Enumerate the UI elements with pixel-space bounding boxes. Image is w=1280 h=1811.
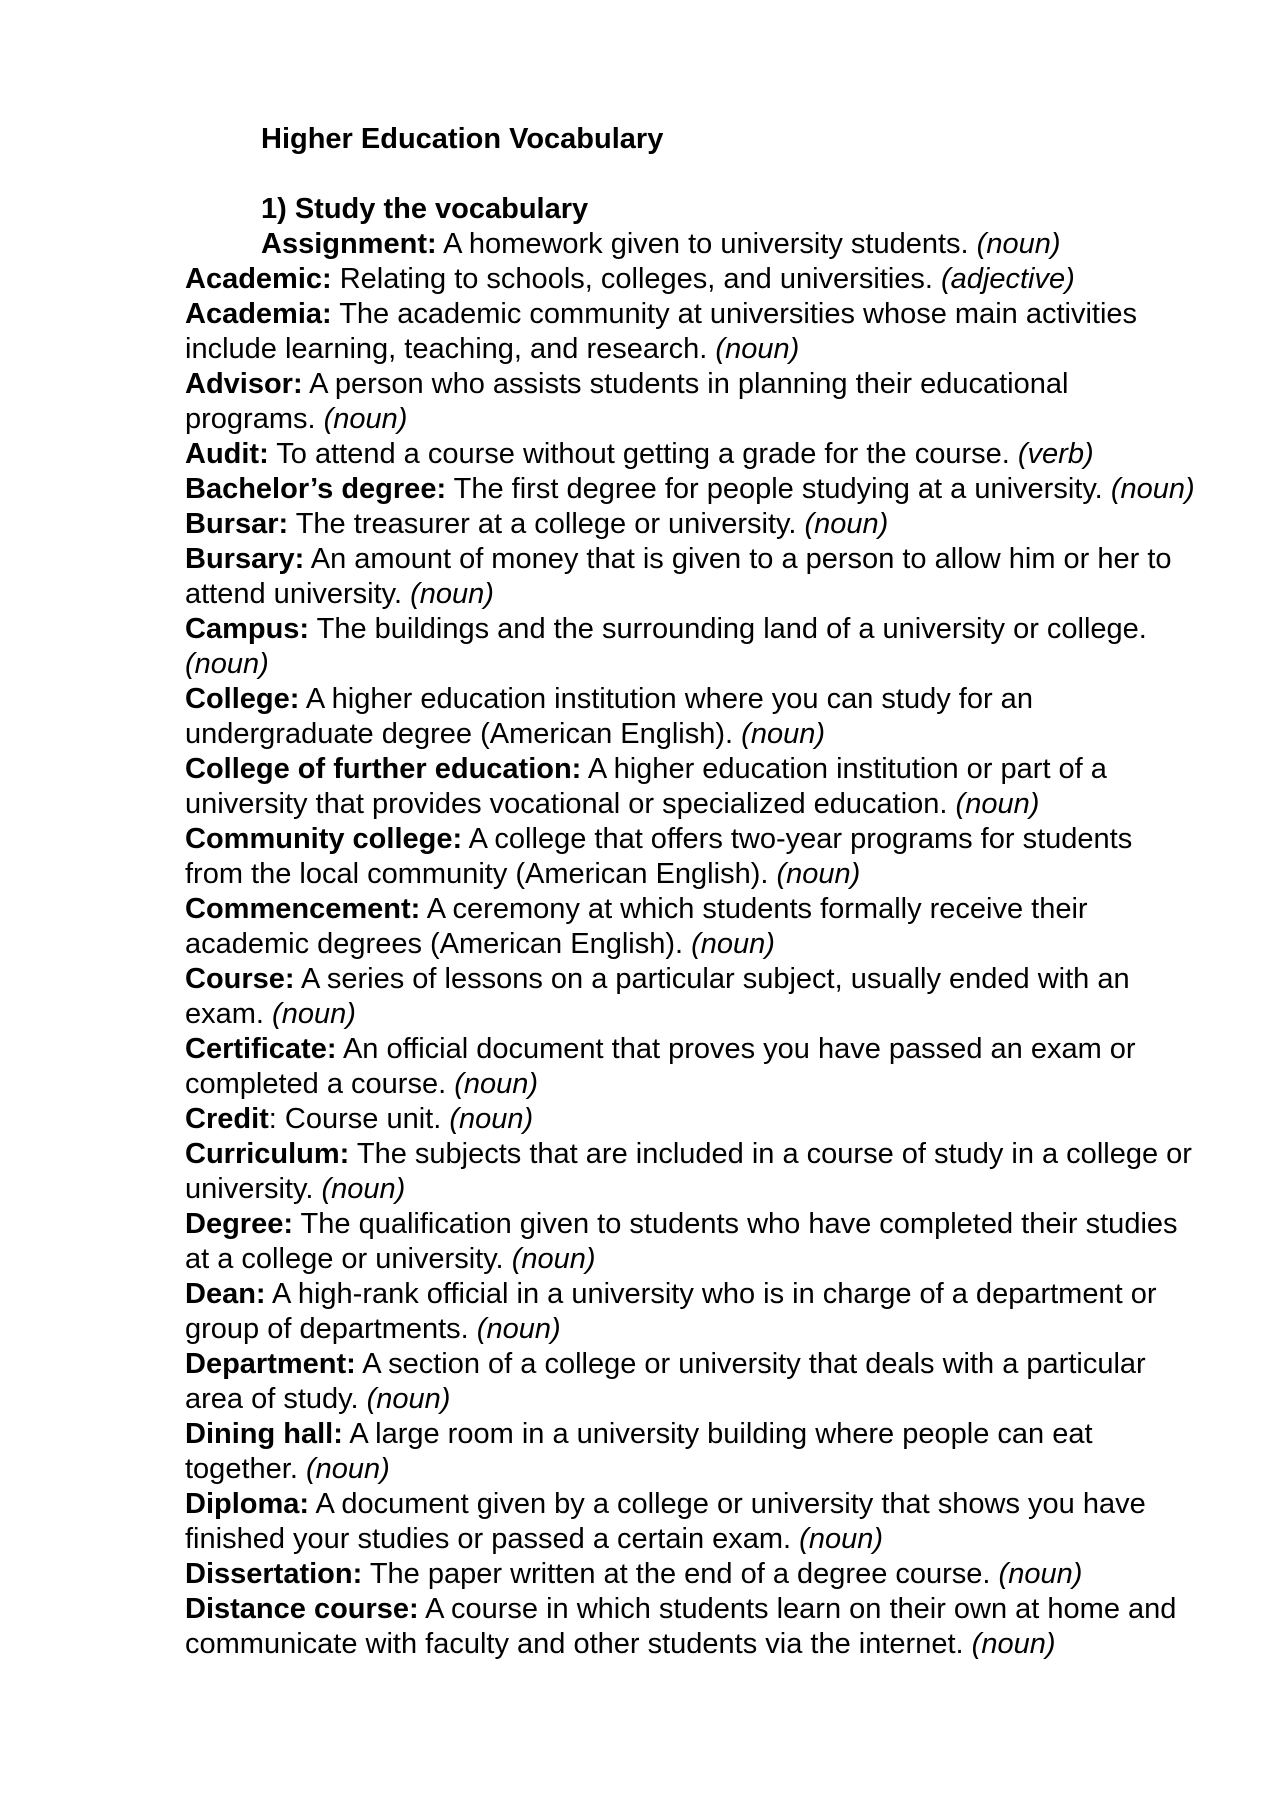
vocabulary-term: Department: [185,1348,356,1380]
vocabulary-entry [185,752,1195,822]
vocabulary-definition: A homework given to university students. [443,228,969,260]
vocabulary-list [185,227,1195,1662]
document-body [185,122,1195,1662]
part-of-speech: (adjective) [941,263,1075,295]
vocabulary-definition: A ceremony at which students formally receive their academic degrees (American English). [185,893,1088,960]
vocabulary-definition: A person who assists students in planning their educational programs. [185,368,1069,435]
vocabulary-definition: A large room in a university building where people can eat together. [185,1418,1093,1485]
vocabulary-term: Diploma: [185,1488,310,1520]
part-of-speech: (verb) [1017,438,1094,470]
section-heading: 1) Study the vocabulary [261,193,589,225]
vocabulary-term: Bursary: [185,543,305,575]
part-of-speech: (noun) [410,578,494,610]
part-of-speech: (noun) [185,648,269,680]
vocabulary-entry [185,542,1195,612]
vocabulary-term: Advisor: [185,368,303,400]
vocabulary-entry [185,1277,1195,1347]
vocabulary-definition: A high-rank official in a university who is in charge of a department or group of departments. [185,1278,1157,1345]
vocabulary-term: Assignment: [261,228,437,260]
vocabulary-definition: The treasurer at a college or university. [295,508,797,540]
vocabulary-entry [185,612,1195,682]
vocabulary-term: Course: [185,963,295,995]
part-of-speech: (noun) [454,1068,539,1100]
part-of-speech: (noun) [321,1173,406,1205]
vocabulary-entry [185,1207,1195,1277]
vocabulary-entry [185,682,1195,752]
vocabulary-term: College: [185,683,300,715]
vocabulary-definition: : Course unit. [268,1103,442,1135]
vocabulary-term: Campus: [185,613,310,645]
vocabulary-term: Dissertation: [185,1558,363,1590]
vocabulary-definition: The qualification given to students who have completed their studies at a college or university. [185,1208,1178,1275]
vocabulary-entry [185,437,1195,472]
vocabulary-definition: A series of lessons on a particular subject, usually ended with an exam. [185,963,1130,1030]
vocabulary-term: College of further education: [185,753,582,785]
vocabulary-definition: A college that offers two-year programs for students from the local community (American English). [185,823,1133,890]
vocabulary-entry [185,1032,1195,1102]
vocabulary-term: Community college: [185,823,463,855]
vocabulary-definition: The paper written at the end of a degree course. [369,1558,991,1590]
part-of-speech: (noun) [305,1453,390,1485]
part-of-speech: (noun) [976,228,1061,260]
part-of-speech: (noun) [741,718,825,750]
vocabulary-definition: A higher education institution or part of a university that provides vocational or specialized education. [185,753,1107,820]
vocabulary-entry [185,962,1195,1032]
vocabulary-entry [185,297,1195,367]
vocabulary-definition: The first degree for people studying at a university. [453,473,1103,505]
vocabulary-definition: A document given by a college or university that shows you have finished your studies or passed a certain exam. [185,1488,1146,1555]
vocabulary-term: Academic: [185,263,332,295]
vocabulary-definition: To attend a course without getting a grade for the course. [276,438,1010,470]
vocabulary-term: Dean: [185,1278,266,1310]
vocabulary-entry [185,472,1195,507]
vocabulary-entry [185,1592,1195,1662]
vocabulary-entry [185,1102,1195,1137]
part-of-speech: (noun) [804,508,889,540]
part-of-speech: (noun) [476,1313,561,1345]
part-of-speech: (noun) [272,998,356,1030]
vocabulary-entry [185,822,1195,892]
part-of-speech: (noun) [799,1523,883,1555]
vocabulary-term: Academia: [185,298,332,330]
vocabulary-entry [185,1347,1195,1417]
part-of-speech: (noun) [955,788,1040,820]
vocabulary-definition: The academic community at universities whose main activities include learning, teaching, and research. [185,298,1138,365]
vocabulary-term: Distance course: [185,1593,419,1625]
part-of-speech: (noun) [691,928,775,960]
vocabulary-term: Dining hall: [185,1418,343,1450]
vocabulary-entry [185,1557,1195,1592]
document-title: Higher Education Vocabulary [261,123,664,155]
part-of-speech: (noun) [1110,473,1195,505]
vocabulary-term: Bachelor’s degree: [185,473,447,505]
part-of-speech: (noun) [449,1103,534,1135]
vocabulary-term: Audit: [185,438,269,470]
vocabulary-definition: An official document that proves you have passed an exam or completed a course. [185,1033,1136,1100]
part-of-speech: (noun) [998,1558,1083,1590]
vocabulary-definition: A course in which students learn on their own at home and communicate with faculty and other students via the internet. [185,1593,1177,1660]
blank-line [185,157,1195,192]
vocabulary-term: Commencement: [185,893,421,925]
vocabulary-term: Degree: [185,1208,293,1240]
vocabulary-definition: Relating to schools, colleges, and universities. [339,263,933,295]
vocabulary-definition: A higher education institution where you can study for an undergraduate degree (American English). [185,683,1033,750]
part-of-speech: (noun) [366,1383,451,1415]
vocabulary-definition: An amount of money that is given to a person to allow him or her to attend university. [185,543,1172,610]
vocabulary-entry [185,367,1195,437]
vocabulary-entry [185,507,1195,542]
part-of-speech: (noun) [776,858,861,890]
vocabulary-entry [185,1487,1195,1557]
vocabulary-term: Curriculum: [185,1138,350,1170]
vocabulary-entry [185,1417,1195,1487]
vocabulary-entry [185,262,1195,297]
vocabulary-definition: The buildings and the surrounding land of a university or college. [316,613,1147,645]
vocabulary-term: Certificate: [185,1033,337,1065]
vocabulary-term: Bursar: [185,508,289,540]
part-of-speech: (noun) [323,403,408,435]
vocabulary-term: Credit [185,1103,269,1135]
part-of-speech: (noun) [971,1628,1056,1660]
part-of-speech: (noun) [511,1243,596,1275]
vocabulary-definition: The subjects that are included in a course of study in a college or university. [185,1138,1192,1205]
vocabulary-entry [185,1137,1195,1207]
part-of-speech: (noun) [715,333,800,365]
vocabulary-entry [185,227,1195,262]
vocabulary-entry [185,892,1195,962]
vocabulary-definition: A section of a college or university that deals with a particular area of study. [185,1348,1146,1415]
